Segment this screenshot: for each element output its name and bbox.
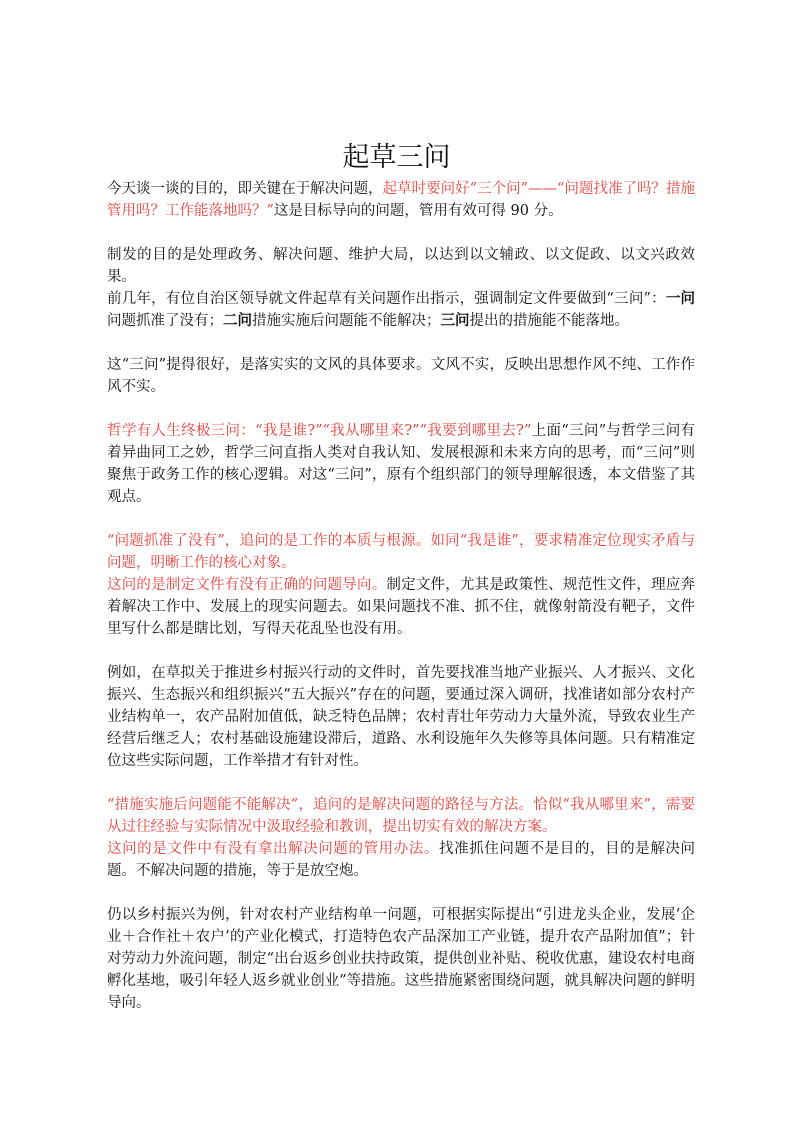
paragraph-question-one-body: [107, 574, 695, 640]
document-title: 起草三问: [342, 142, 451, 173]
paragraph-example-one: 例如，在草拟关于推进乡村振兴行动的文件时，首先要找准当地产业振兴、人才振兴、文化振兴、生态振兴和组织振兴“五大振兴”存在的问题，要通过深入调研，找准诸如部分农村产业结构单一，农产品附加值低，缺乏特色品牌；农村青壮年劳动力大量外流，导致农业生产经营后继乏人；农村基础设施建设滞后，道路、水利设施年久失修等具体问题。只有精准定位这些实际问题，工作举措才有针对性。: [107, 665, 695, 769]
philosophy-highlight: 哲学有人生终极三问：“我是谁?”“我从哪里来?”“我要到哪里去?”: [107, 423, 532, 439]
document-body: [107, 178, 695, 1014]
question-one-text: 问题抓准了没有；: [107, 313, 223, 329]
question-two-text: 措施实施后问题能不能解决；: [252, 313, 441, 329]
paragraph-three-questions: [107, 288, 695, 332]
question-two-body-text: 找准抓住问题不是目的，目的是解决问题。不解决问题的措施，等于是放空炮。: [107, 841, 696, 879]
philosophy-text: 上面“三问”与哲学三问有着异曲同工之妙，哲学三问直指人类对自我认知、发展根源和未来方向的思考，而“三问”则聚焦于政务工作的核心逻辑。对这“三问”，原有个组织部门的领导理解很透，本文借鉴了其观点。: [107, 423, 696, 505]
question-two-highlight: 这问的是文件中有没有拿出解决问题的管用办法。: [107, 841, 440, 857]
three-questions-lead: 前几年，有位自治区领导就文件起草有关问题作出指示，强调制定文件要做到“三问”：: [107, 291, 666, 307]
question-two-label: 二问: [223, 312, 252, 329]
intro-tail: 这是目标导向的问题，管用有效可得 90 分。: [273, 203, 563, 219]
question-one-body-text: 制定文件，尤其是政策性、规范性文件，理应奔着解决工作中、发展上的现实问题去。如果问题找不准、抓不住，就像射箭没有靶子，文件里写什么都是瞎比划，写得天花乱坠也没有用。: [107, 577, 696, 637]
question-three-label: 三问: [440, 312, 470, 329]
question-three-text: 提出的措施能不能落地。: [469, 313, 629, 329]
paragraph-question-two-body: [107, 838, 695, 882]
question-one-highlight: 这问的是制定文件有没有正确的问题导向。: [107, 577, 387, 593]
paragraph-intro: [107, 178, 695, 222]
paragraph-example-two: 仍以乡村振兴为例，针对农村产业结构单一问题，可根据实际提出“引进龙头企业，发展‘企业＋合作社＋农户’的产业化模式，打造特色农产品深加工产业链，提升农产品附加值”；针对劳动力外流问题，制定“出台返乡创业扶持政策，提供创业补贴、税收优惠，建设农村电商孵化基地，吸引年轻人返乡就业创业”等措施。这些措施紧密围绕问题，就具解决问题的鲜明导向。: [107, 907, 695, 1011]
intro-text: 今天谈一谈的目的，即关键在于解决问题，: [107, 181, 383, 197]
paragraph-purpose: 制发的目的是处理政务、解决问题、维护大局，以达到以文辅政、以文促政、以文兴政效果。: [107, 247, 695, 285]
question-one-label: 一问: [665, 290, 696, 307]
paragraph-question-one-heading: “问题抓准了没有”，追问的是工作的本质与根源。如同“我是谁”，要求精准定位现实矛盾与问题，明晰工作的核心对象。: [107, 533, 695, 571]
paragraph-style: 这“三问”提得很好，是落实实的文风的具体要求。文风不实，反映出思想作风不纯、工作作风不实。: [107, 357, 695, 395]
paragraph-philosophy: [107, 420, 695, 508]
intro-highlight: 起草时要问好“三个问”——“问题找准了吗？措施管用吗？工作能落地吗？”: [107, 181, 695, 219]
paragraph-question-two-heading: “措施实施后问题能不能解决”，追问的是解决问题的路径与方法。恰似“我从哪里来”，需要从过往经验与实际情况中汲取经验和教训，提出切实有效的解决方案。: [107, 797, 695, 835]
